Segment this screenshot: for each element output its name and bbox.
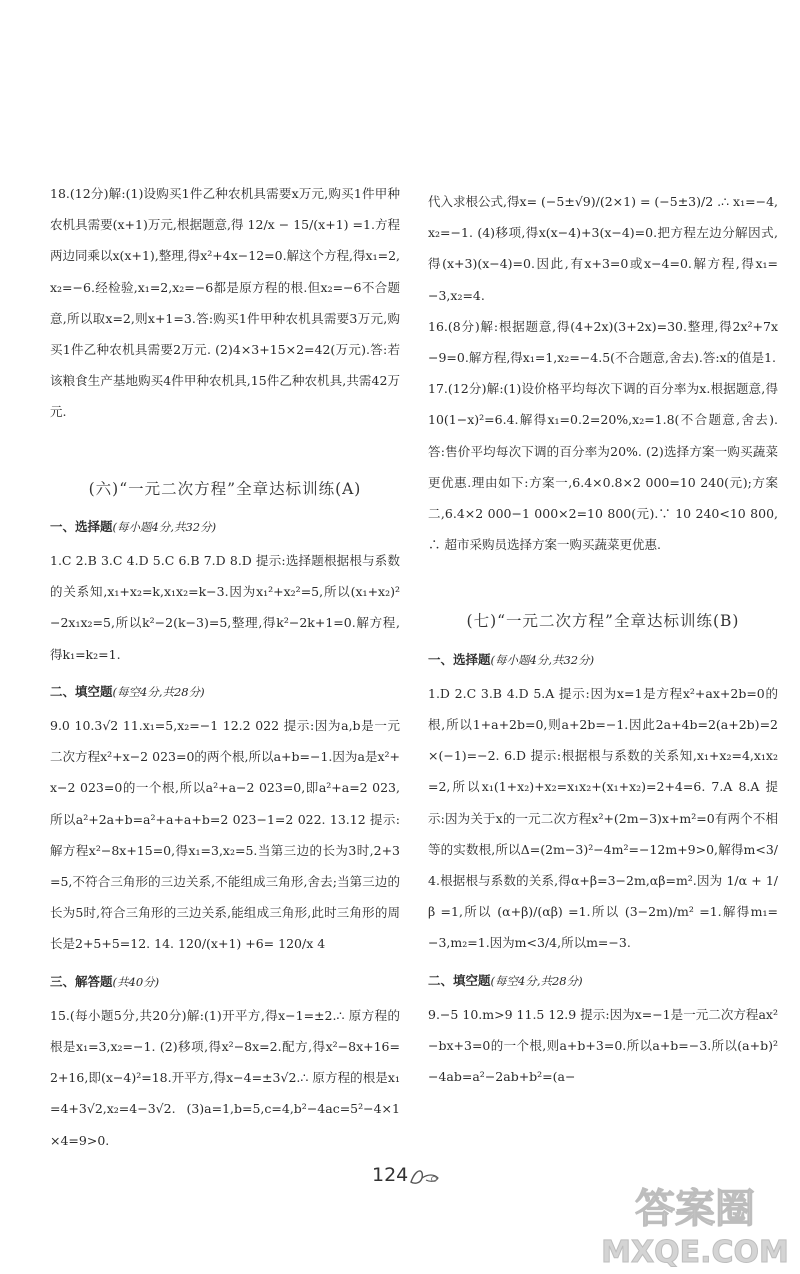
b-fill-answers: 9.−5 10.m>9 11.5 12.9 提示:因为x=−1是一元二次方程ax²−bx+3=0的一个根,则a+b+3=0.所以a+b=−3.所以(a+b)²−4ab=a²−2ab+b²=(a−	[428, 1006, 778, 1085]
left-column	[50, 178, 400, 1156]
answer-17: 17.(12分)解:(1)设价格平均每次下调的百分率为x.根据题意,得10(1−x)²=6.4.解得x₁=0.2=20%,x₂=1.8(不合题意,舍去).答:售价平均每次下调的百分率为20%. (2)选择方案一购买蔬菜更优惠.理由如下:方案一,6.4×0.8×2 000=10 240(元);方案二,6.4×2 000−1 000×2=10 800(元).∵ 10 240<10 800,∴ 超市采购员选择方案一购买蔬菜更优惠.	[428, 381, 778, 553]
b-choice-header: 一、选择题	[428, 651, 491, 667]
a-answer-heading	[50, 966, 400, 998]
b-choice-answers: 1.D 2.C 3.B 4.D 5.A 提示:因为x=1是方程x²+ax+2b=0的根,所以1+a+2b=0,则a+2b=−1.因此2a+4b=2(a+2b)=2×(−1)=−2. 6.D 提示:根据根与系数的关系知,x₁+x₂=4,x₁x₂=2,所以x₁(1+x₂)+x₂=x₁x₂+(x₁+x₂)=2+4=6. 7.A 8.A 提示:因为关于x的一元二次方程x²+(2m−3)x+m²=0有两个不相等的实数根,所以Δ=(2m−3)²−4m²=−12m+9>0,解得m<3/4.根据根与系数的关系,得α+β=3−2m,αβ=m².因为 1/α + 1/β =1,所以 (α+β)/(αβ) =1.所以 (3−2m)/m² =1.解得m₁=−3,m₂=1.因为m<3/4,所以m=−3.	[428, 685, 778, 951]
section-title-b: (七)“一元二次方程”全章达标训练(B)	[466, 612, 740, 631]
a-choice-heading	[50, 511, 400, 543]
a-fill-heading	[50, 676, 400, 708]
answer-15-continued: 代入求根公式,得x= (−5±√9)/(2×1) = (−5±3)/2 .∴ x₁=−4,x₂=−1. (4)移项,得x(x−4)+3(x−4)=0.把方程左边分解因式,得(x+3)(x−4)=0.因此,有x+3=0或x−4=0.解方程,得x₁=−3,x₂=4.	[428, 194, 778, 303]
answer-16: 16.(8分)解:根据题意,得(4+2x)(3+2x)=30.整理,得2x²+7x−9=0.解方程,得x₁=1,x₂=−4.5(不合题意,舍去).答:x的值是1.	[428, 318, 778, 366]
a-choice-header: 一、选择题	[50, 518, 113, 534]
a-fill-note: (每空4分,共28分)	[112, 684, 205, 699]
b-fill-header: 二、填空题	[428, 972, 491, 988]
b-choice-heading	[428, 644, 778, 676]
a-fill-header: 二、填空题	[50, 683, 113, 699]
b-choice-note: (每小题4分,共32分)	[490, 652, 595, 667]
watermark-logo	[600, 1170, 790, 1270]
watermark-bottom: MXQE.COM	[601, 1235, 789, 1270]
b-fill-note: (每空4分,共28分)	[490, 973, 583, 988]
right-column	[428, 186, 778, 1092]
section-title-a: (六)“一元二次方程”全章达标训练(A)	[88, 479, 362, 498]
a-answer-note: (共40分)	[112, 974, 160, 989]
a-answer-header: 三、解答题	[50, 973, 113, 989]
leaf-ornament-icon	[408, 1166, 442, 1186]
a-fill-answers: 9.0 10.3√2 11.x₁=5,x₂=−1 12.2 022 提示:因为a,b是一元二次方程x²+x−2 023=0的两个根,所以a+b=−1.因为a是x²+x−2 023=0的一个根,所以a²+a−2 023=0,即a²+a=2 023,所以a²+2a+b=a²+a+a+b=2 023−1=2 022. 13.12 提示:解方程x²−8x+15=0,得x₁=3,x₂=5.当第三边的长为3时,2+3=5,不符合三角形的三边关系,不能组成三角形,舍去;当第三边的长为5时,符合三角形的三边关系,能组成三角形,此时三角形的周长是2+5+5=12. 14. 120/(x+1) +6= 120/x 4	[50, 718, 400, 952]
a-choice-note: (每小题4分,共32分)	[112, 519, 217, 534]
watermark-top: 答案圈	[635, 1186, 755, 1232]
b-fill-heading	[428, 965, 778, 997]
a-answer-15: 15.(每小题5分,共20分)解:(1)开平方,得x−1=±2.∴ 原方程的根是x₁=3,x₂=−1. (2)移项,得x²−8x=2.配方,得x²−8x+16=2+16,即(x−4)²=18.开平方,得x−4=±3√2.∴ 原方程的根是x₁=4+3√2,x₂=4−3√2. (3)a=1,b=5,c=4,b²−4ac=5²−4×1×4=9>0.	[50, 1007, 400, 1148]
page-number: 124	[372, 1164, 409, 1186]
answer-18: 18.(12分)解:(1)设购买1件乙种农机具需要x万元,购买1件甲种农机具需要(x+1)万元,根据题意,得 12/x − 15/(x+1) =1.方程两边同乘以x(x+1),整理,得x²+4x−12=0.解这个方程,得x₁=2,x₂=−6.经检验,x₁=2,x₂=−6都是原方程的根.但x₂=−6不合题意,所以取x=2,则x+1=3.答:购买1件甲种农机具需要3万元,购买1件乙种农机具需要2万元. (2)4×3+15×2=42(万元).答:若该粮食生产基地购买4件甲种农机具,15件乙种农机具,共需42万元.	[50, 186, 400, 420]
a-choice-answers: 1.C 2.B 3.C 4.D 5.C 6.B 7.D 8.D 提示:选择题根据根与系数的关系知,x₁+x₂=k,x₁x₂=k−3.因为x₁²+x₂²=5,所以(x₁+x₂)²−2x₁x₂=5,所以k²−2(k−3)=5,整理,得k²−2k+1=0.解方程,得k₁=k₂=1.	[50, 553, 400, 662]
